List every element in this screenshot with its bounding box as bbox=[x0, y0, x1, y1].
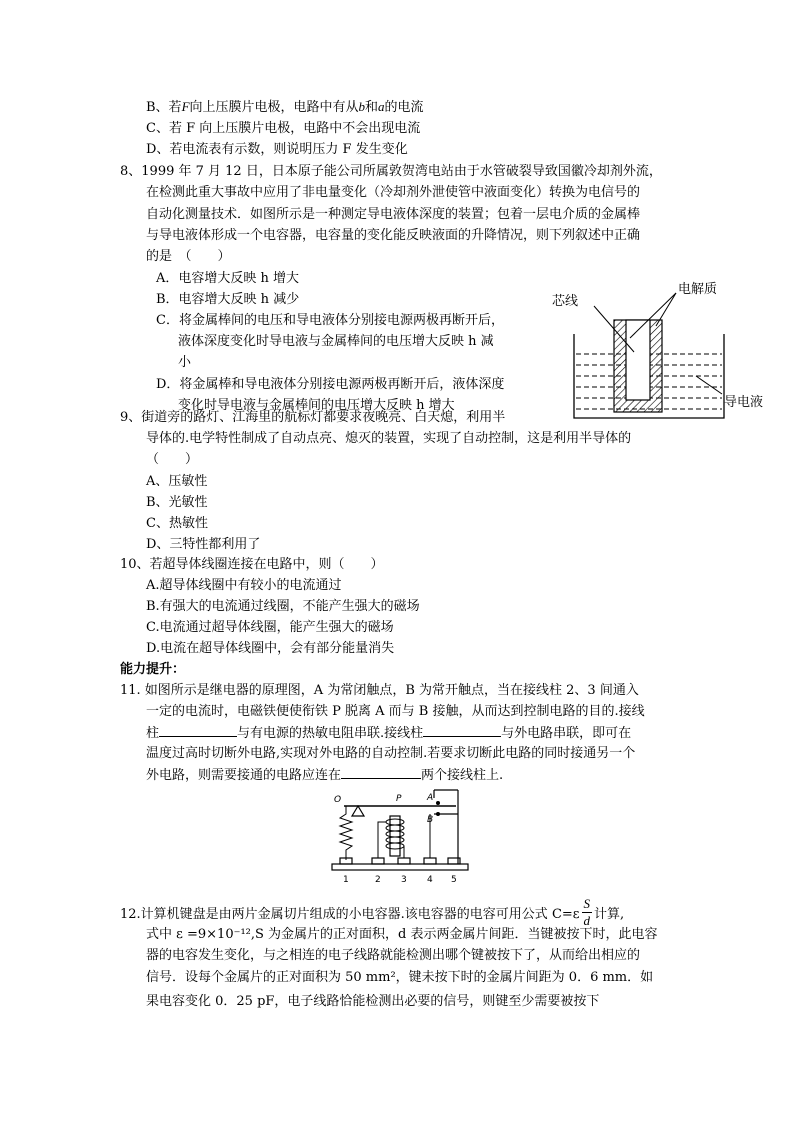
q11-line-2: 一定的电流时，电磁铁便使衔铁 P 脱离 A 而与 B 接触，从而达到控制电路的目的.接线 bbox=[146, 704, 645, 719]
fraction-numerator: S bbox=[583, 896, 591, 911]
label-liquid: 导电液 bbox=[724, 395, 764, 410]
q10-option-c: C.电流通过超导体线圈，能产生强大的磁场 bbox=[146, 620, 394, 635]
q11-l5-a: 外电路，则需要接通的电路应连在 bbox=[146, 768, 342, 783]
terminal-3: 3 bbox=[401, 875, 407, 885]
q11-l3-a: 柱 bbox=[146, 726, 160, 741]
terminal-2: 2 bbox=[375, 875, 381, 885]
relay-base bbox=[332, 864, 468, 870]
q8-line-2: 在检测此重大事故中应用了非电量变化（冷却剂外泄使管中液面变化）转换为电信号的 bbox=[146, 185, 641, 200]
terminal-4: 4 bbox=[427, 875, 433, 885]
q8-option-d-line-1: D．将金属棒和导电液体分别接电源两极再断开后，液体深度 bbox=[156, 377, 505, 392]
q7-b-point-b: b bbox=[358, 99, 366, 114]
q9-option-c: C、热敏性 bbox=[146, 516, 208, 531]
q8-option-b: B．电容增大反映 h 减少 bbox=[156, 292, 300, 307]
q7-option-c: C、若 F 向上压膜片电极，电路中不会出现电流 bbox=[146, 121, 421, 136]
contact-a bbox=[436, 801, 440, 805]
q12-line-5: 果电容变化 0．25 pF，电子线路恰能检测出必要的信号，则键至少需要被按下 bbox=[146, 994, 600, 1009]
terminals bbox=[340, 858, 460, 864]
terminal-5: 5 bbox=[451, 875, 457, 885]
q8-line-5: 的是 （ ） bbox=[146, 249, 231, 264]
label-B: B bbox=[427, 815, 434, 825]
q12-line-2: 式中 ε =9×10⁻¹²,S 为金属片的正对面积，d 表示两金属片间距．当键被按下时，此电容 bbox=[146, 927, 658, 942]
q11-line-3 bbox=[146, 724, 631, 743]
q11-l3-b: 与有电源的热敏电阻串联.接线柱 bbox=[237, 726, 424, 741]
q7-b-prefix: B、若 bbox=[146, 100, 182, 115]
q7-b-mid: 向上压膜片电极，电路中有从 bbox=[189, 100, 359, 115]
label-A: A bbox=[427, 793, 434, 803]
q11-figure-relay bbox=[326, 786, 476, 890]
q7-b-post: 的电流 bbox=[384, 100, 424, 115]
q11-line-5 bbox=[146, 766, 503, 785]
q11-blank-2[interactable] bbox=[423, 724, 501, 737]
q11-l3-c: 与外电路串联，即可在 bbox=[501, 726, 632, 741]
q12-line-3: 器的电容发生变化，与之相连的电子线路就能检测出哪个键被按下了，从而给出相应的 bbox=[146, 948, 641, 963]
capacitance-fraction bbox=[582, 896, 593, 929]
q7-option-b bbox=[146, 98, 424, 117]
q8-line-3: 自动化测量技术．如图所示是一种测定导电液体深度的装置；包着一层电介质的金属棒 bbox=[146, 207, 641, 222]
q8-option-c-line-1: C．将金属棒间的电压和导电液体分别接电源两极再断开后， bbox=[156, 313, 504, 328]
q8-option-a: A．电容增大反映 h 增大 bbox=[156, 271, 300, 286]
q7-b-force-symbol: F bbox=[181, 99, 190, 114]
q10-option-a: A.超导体线圈中有较小的电流通过 bbox=[146, 578, 342, 593]
section-heading: 能力提升： bbox=[120, 662, 186, 677]
q8-option-d-line-2: 变化时导电液与金属棒间的电压增大反映 h 增大 bbox=[178, 398, 455, 413]
q9-line-3: （ ） bbox=[146, 452, 199, 467]
q7-b-and: 和 bbox=[365, 100, 379, 115]
q12-line-4: 信号．设每个金属片的正对面积为 50 mm²，键未按下时的金属片间距为 0．6 mm．如 bbox=[146, 970, 654, 985]
q8-line-1: 8、1999 年 7 月 12 日，日本原子能公司所属敦贺湾电站由于水管破裂导致国徽冷却剂外流， bbox=[120, 164, 662, 179]
q10-line-1: 10、若超导体线圈连接在电路中，则（ ） bbox=[120, 557, 384, 572]
label-O: O bbox=[334, 795, 342, 805]
q10-option-b: B.有强大的电流通过线圈，不能产生强大的磁场 bbox=[146, 599, 420, 614]
core-rod bbox=[626, 320, 650, 400]
label-core: 芯线 bbox=[552, 294, 579, 309]
q10-option-d: D.电流在超导体线圈中，会有部分能量消失 bbox=[146, 641, 395, 656]
q11-line-1: 11. 如图所示是继电器的原理图，A 为常闭触点，B 为常开触点，当在接线柱 2、3 间通入 bbox=[120, 683, 639, 698]
label-dielectric: 电解质 bbox=[678, 282, 718, 297]
pivot bbox=[352, 806, 364, 816]
label-P: P bbox=[396, 794, 402, 804]
q11-l5-b: 两个接线柱上. bbox=[421, 768, 504, 783]
fraction-denominator: d bbox=[583, 913, 591, 928]
terminal-1: 1 bbox=[343, 875, 349, 885]
spring bbox=[340, 806, 352, 860]
q11-blank-3[interactable] bbox=[341, 766, 421, 779]
electromagnet-coil bbox=[386, 819, 404, 849]
q12-l1-a: 12.计算机键盘是由两片金属切片组成的小电容器.该电容器的电容可用公式 C=ε bbox=[120, 907, 580, 922]
q9-line-2: 导体的.电学特性制成了自动点亮、熄灭的装置，实现了自动控制，这是利用半导体的 bbox=[146, 431, 632, 446]
q9-option-d: D、三特性都利用了 bbox=[146, 537, 261, 552]
q9-option-a: A、压敏性 bbox=[146, 474, 208, 489]
q8-option-c-line-3: 小 bbox=[178, 355, 192, 370]
q9-line-1: 9、街道旁的路灯、江海里的航标灯都要求夜晚亮、白天熄，利用半 bbox=[120, 410, 506, 425]
q8-figure-capacitor-probe bbox=[546, 276, 776, 426]
q8-option-c-line-2: 液体深度变化时导电液与金属棒间的电压增大反映 h 减 bbox=[178, 334, 494, 349]
electromagnet-core bbox=[390, 816, 400, 856]
q9-option-b: B、光敏性 bbox=[146, 495, 208, 510]
q12-l1-b: 计算, bbox=[594, 907, 625, 922]
q7-b-point-a: a bbox=[378, 99, 385, 114]
contact-b bbox=[436, 812, 440, 816]
q11-blank-1[interactable] bbox=[159, 724, 237, 737]
q11-line-4: 温度过高时切断外电路,实现对外电路的自动控制.若要求切断此电路的同时接通另一个 bbox=[146, 746, 636, 761]
q8-line-4: 与导电液体形成一个电容器，电容量的变化能反映液面的升降情况，则下列叙述中正确 bbox=[146, 228, 641, 243]
q7-option-d: D、若电流表有示数，则说明压力 F 发生变化 bbox=[146, 142, 408, 157]
